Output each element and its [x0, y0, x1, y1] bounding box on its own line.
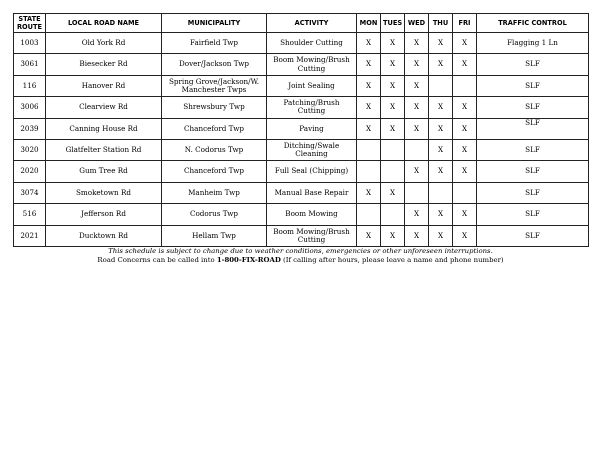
fri-cell: X	[453, 204, 477, 225]
route-cell: 2021	[14, 225, 46, 246]
table-row	[14, 139, 589, 160]
road-name-cell: Clearview Rd	[46, 97, 162, 118]
fri-cell	[453, 182, 477, 203]
tues-cell	[381, 204, 405, 225]
route-cell: 2020	[14, 161, 46, 182]
tues-cell	[381, 139, 405, 160]
municipality-cell: Fairfield Twp	[162, 33, 267, 54]
header-mon: MON	[357, 14, 381, 33]
fri-cell: X	[453, 139, 477, 160]
road-name-cell: Canning House Rd	[46, 118, 162, 139]
traffic-control-cell: SLF	[477, 139, 589, 160]
table-row	[14, 97, 589, 118]
wed-cell: X	[405, 161, 429, 182]
route-cell: 3006	[14, 97, 46, 118]
mon-cell	[357, 139, 381, 160]
contact-prefix: Road Concerns can be called into	[97, 255, 217, 264]
mon-cell: X	[357, 97, 381, 118]
traffic-control-cell: SLF	[477, 182, 589, 203]
thu-cell: X	[429, 204, 453, 225]
traffic-control-cell: SLF	[477, 161, 589, 182]
activity-cell: Patching/Brush Cutting	[267, 97, 357, 118]
thu-cell: X	[429, 54, 453, 75]
mon-cell: X	[357, 54, 381, 75]
table-row	[14, 161, 589, 182]
tues-cell: X	[381, 182, 405, 203]
thu-cell: X	[429, 161, 453, 182]
fri-cell	[453, 75, 477, 96]
road-name-cell: Hanover Rd	[46, 75, 162, 96]
table-row	[14, 182, 589, 203]
fri-cell: X	[453, 33, 477, 54]
header-tues: TUES	[381, 14, 405, 33]
tues-cell	[381, 161, 405, 182]
hotline-phone-number: 1-800-FIX-ROAD	[216, 255, 281, 264]
mon-cell: X	[357, 33, 381, 54]
municipality-cell: Hellam Twp	[162, 225, 267, 246]
road-name-cell: Old York Rd	[46, 33, 162, 54]
municipality-cell: Spring Grove/Jackson/W. Manchester Twps	[162, 75, 267, 96]
header-traffic-control: TRAFFIC CONTROL	[477, 14, 589, 33]
contact-suffix: (If calling after hours, please leave a name and phone number)	[280, 255, 504, 264]
header-thu: THU	[429, 14, 453, 33]
table-row	[14, 33, 589, 54]
table-row	[14, 225, 589, 246]
traffic-control-cell: Flagging 1 Ln	[477, 33, 589, 54]
header-row	[14, 14, 589, 33]
mon-cell	[357, 161, 381, 182]
wed-cell: X	[405, 54, 429, 75]
route-cell: 516	[14, 204, 46, 225]
mon-cell: X	[357, 118, 381, 139]
table-row	[14, 118, 589, 139]
traffic-control-cell: SLF	[477, 54, 589, 75]
header-fri: FRI	[453, 14, 477, 33]
route-cell: 3074	[14, 182, 46, 203]
contact-line	[13, 256, 588, 265]
municipality-cell: N. Codorus Twp	[162, 139, 267, 160]
table-row	[14, 204, 589, 225]
traffic-control-cell: SLF	[477, 118, 589, 139]
road-name-cell: Smoketown Rd	[46, 182, 162, 203]
activity-cell: Ditching/Swale Cleaning	[267, 139, 357, 160]
thu-cell: X	[429, 225, 453, 246]
wed-cell	[405, 182, 429, 203]
route-cell: 3020	[14, 139, 46, 160]
municipality-cell: Codorus Twp	[162, 204, 267, 225]
thu-cell: X	[429, 139, 453, 160]
table-row	[14, 54, 589, 75]
route-cell: 2039	[14, 118, 46, 139]
traffic-control-cell: SLF	[477, 75, 589, 96]
thu-cell	[429, 182, 453, 203]
traffic-control-cell: SLF	[477, 97, 589, 118]
table-row	[14, 75, 589, 96]
tues-cell: X	[381, 97, 405, 118]
wed-cell: X	[405, 97, 429, 118]
thu-cell: X	[429, 33, 453, 54]
header-state-route: STATE ROUTE	[14, 14, 46, 33]
municipality-cell: Shrewsbury Twp	[162, 97, 267, 118]
activity-cell: Paving	[267, 118, 357, 139]
mon-cell: X	[357, 225, 381, 246]
thu-cell: X	[429, 118, 453, 139]
fri-cell: X	[453, 54, 477, 75]
header-local-road-name: LOCAL ROAD NAME	[46, 14, 162, 33]
mon-cell: X	[357, 182, 381, 203]
road-name-cell: Glatfelter Station Rd	[46, 139, 162, 160]
traffic-control-cell: SLF	[477, 204, 589, 225]
municipality-cell: Dover/Jackson Twp	[162, 54, 267, 75]
wed-cell: X	[405, 225, 429, 246]
thu-cell: X	[429, 97, 453, 118]
activity-cell: Joint Sealing	[267, 75, 357, 96]
activity-cell: Boom Mowing/Brush Cutting	[267, 225, 357, 246]
activity-cell: Boom Mowing/Brush Cutting	[267, 54, 357, 75]
header-wed: WED	[405, 14, 429, 33]
tues-cell: X	[381, 225, 405, 246]
municipality-cell: Chanceford Twp	[162, 118, 267, 139]
mon-cell: X	[357, 75, 381, 96]
wed-cell: X	[405, 33, 429, 54]
activity-cell: Manual Base Repair	[267, 182, 357, 203]
header-activity: ACTIVITY	[267, 14, 357, 33]
fri-cell: X	[453, 118, 477, 139]
route-cell: 116	[14, 75, 46, 96]
municipality-cell: Chanceford Twp	[162, 161, 267, 182]
wed-cell: X	[405, 204, 429, 225]
thu-cell	[429, 75, 453, 96]
fri-cell: X	[453, 161, 477, 182]
road-name-cell: Ducktown Rd	[46, 225, 162, 246]
activity-cell: Shoulder Cutting	[267, 33, 357, 54]
mon-cell	[357, 204, 381, 225]
road-name-cell: Gum Tree Rd	[46, 161, 162, 182]
traffic-control-cell: SLF	[477, 225, 589, 246]
road-name-cell: Jefferson Rd	[46, 204, 162, 225]
tues-cell: X	[381, 118, 405, 139]
tues-cell: X	[381, 33, 405, 54]
schedule-sheet	[13, 13, 588, 264]
road-schedule-table	[13, 13, 589, 247]
header-municipality: MUNICIPALITY	[162, 14, 267, 33]
road-name-cell: Biesecker Rd	[46, 54, 162, 75]
municipality-cell: Manheim Twp	[162, 182, 267, 203]
schedule-footer	[13, 247, 588, 264]
tues-cell: X	[381, 75, 405, 96]
fri-cell: X	[453, 97, 477, 118]
tues-cell: X	[381, 54, 405, 75]
wed-cell	[405, 139, 429, 160]
activity-cell: Full Seal (Chipping)	[267, 161, 357, 182]
wed-cell: X	[405, 75, 429, 96]
wed-cell: X	[405, 118, 429, 139]
fri-cell: X	[453, 225, 477, 246]
schedule-disclaimer: This schedule is subject to change due to weather conditions, emergencies or other unforeseen interruptions.	[108, 246, 493, 255]
route-cell: 3061	[14, 54, 46, 75]
route-cell: 1003	[14, 33, 46, 54]
activity-cell: Boom Mowing	[267, 204, 357, 225]
